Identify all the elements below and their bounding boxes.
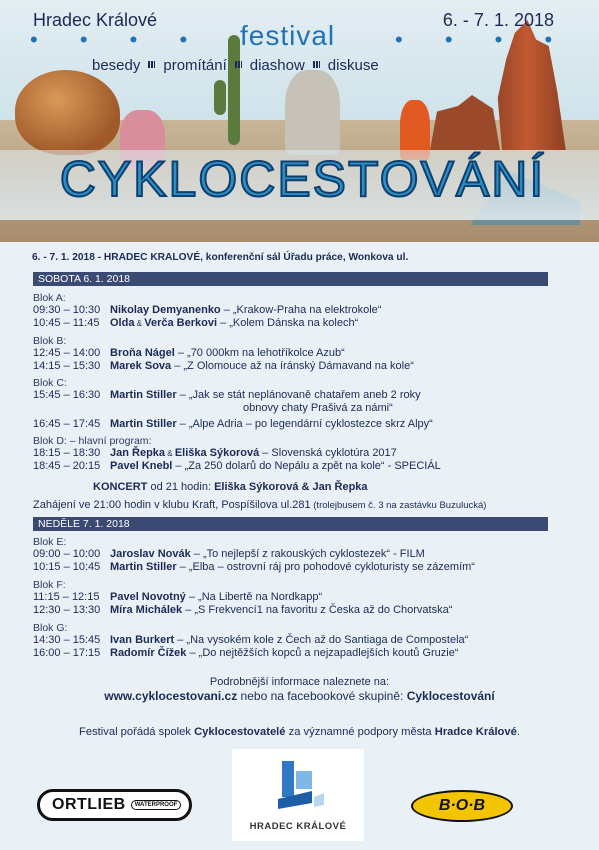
facebook-group-link[interactable]: Cyklocestování xyxy=(406,689,495,703)
row-speaker: Martin Stiller xyxy=(110,418,177,430)
block-c-label: Blok C: xyxy=(33,377,67,389)
row-time: 14:30 – 15:45 xyxy=(33,634,101,646)
day-heading-saturday: SOBOTA 6. 1. 2018 xyxy=(33,272,548,286)
program-row xyxy=(33,447,397,459)
concert-time: od 21 hodin: xyxy=(147,481,215,493)
ortlieb-logo xyxy=(37,789,192,821)
program-row xyxy=(33,460,441,472)
row-time: 09:00 – 10:00 xyxy=(33,548,101,560)
row-speaker: Pavel Novotný xyxy=(110,591,186,603)
ortlieb-name: ORTLIEB xyxy=(52,796,126,813)
row-title: – „Na Libertě na Nordkapp“ xyxy=(185,591,323,603)
subtitle-diskuse: diskuse xyxy=(327,57,379,74)
block-a-label: Blok A: xyxy=(33,292,66,304)
day-heading-sunday: NEDĚLE 7. 1. 2018 xyxy=(33,517,548,531)
row-title: – „Elba – ostrovní ráj pro pohodové cykloturisty se zázemím“ xyxy=(176,561,475,573)
row-amp: & xyxy=(165,449,175,458)
row-speaker-2: Verča Berkovi xyxy=(144,317,218,329)
festival-title: CYKLOCESTOVÁNÍ xyxy=(59,151,546,207)
program-row xyxy=(33,647,459,659)
block-d-label: Blok D: – hlavní program: xyxy=(33,435,152,447)
row-title: – „Za 250 dolarů do Nepálu a zpět na kole“ - SPECIÁL xyxy=(172,460,441,472)
row-time: 16:00 – 17:15 xyxy=(33,647,101,659)
row-time: 11:15 – 12:15 xyxy=(33,591,100,603)
row-speaker: Ivan Burkert xyxy=(110,634,175,646)
info-links xyxy=(0,689,599,703)
hradec-kralove-logo xyxy=(232,749,364,841)
concert-transport-note: (trolejbusem č. 3 na zastávku Buzulucká) xyxy=(310,500,487,511)
organizer-end: . xyxy=(516,726,520,738)
row-speaker: Pavel Knebl xyxy=(110,460,173,472)
festival-label: festival xyxy=(240,20,336,51)
program-row xyxy=(33,317,358,329)
concert-label: KONCERT xyxy=(93,481,148,493)
row-title: – „Jak se stát neplánovaně chatařem aneb 2 roky xyxy=(176,389,421,401)
row-time: 12:30 – 13:30 xyxy=(33,604,101,616)
hk-emblem-icon xyxy=(232,749,364,819)
block-b-label: Blok B: xyxy=(33,335,67,347)
program-row xyxy=(33,634,468,646)
row-speaker: Jaroslav Novák xyxy=(110,548,191,560)
cyclist-man-image xyxy=(285,70,340,155)
row-title: – „Alpe Adria – po legendární cyklostezce skrz Alpy“ xyxy=(176,418,433,430)
concert-venue: Zahájení ve 21:00 hodin v klubu Kraft, Pospíšilova ul.281 xyxy=(33,499,311,511)
header-city: Hradec Králové xyxy=(33,10,158,30)
block-g-label: Blok G: xyxy=(33,622,68,634)
header-dates: 6. - 7. 1. 2018 xyxy=(442,10,554,30)
row-speaker: Marek Sova xyxy=(110,360,172,372)
row-speaker: Jan Řepka xyxy=(110,447,166,459)
program-row xyxy=(33,548,425,560)
dots-decoration-left: • • • • xyxy=(30,27,206,52)
row-title: – Slovenská cyklotúra 2017 xyxy=(259,447,397,459)
program-row xyxy=(33,561,475,573)
row-time: 16:45 – 17:45 xyxy=(33,418,101,430)
concert-artists: Eliška Sýkorová & Jan Řepka xyxy=(214,481,368,493)
row-title: – „Do nejtěžších kopců a nejzapadlejších koutů Gruzie“ xyxy=(186,647,459,659)
program-row xyxy=(33,347,345,359)
row-time: 14:15 – 15:30 xyxy=(33,360,101,372)
info-middle: nebo na facebookové skupině: xyxy=(237,689,407,703)
program-row xyxy=(33,360,414,372)
row-title: – „S Frekvencí1 na favoritu z Česka až do Chorvatska“ xyxy=(182,604,453,616)
program-row xyxy=(33,591,322,603)
concert-line xyxy=(93,481,368,493)
row-title: – „To nejlepší z rakouských cyklostezek“ - FILM xyxy=(190,548,425,560)
program-row xyxy=(33,304,381,316)
organizer-club: Cyklocestovatelé xyxy=(194,726,286,738)
row-title: – „Krakow-Praha na elektrokole“ xyxy=(220,304,382,316)
separator-icon xyxy=(148,61,155,68)
row-time: 15:45 – 16:30 xyxy=(33,389,101,401)
row-speaker: Martin Stiller xyxy=(110,561,177,573)
organizer-city: Hradce Králové xyxy=(434,726,517,738)
subtitle-promitani: promítání xyxy=(163,57,227,74)
row-time: 10:45 – 11:45 xyxy=(33,317,100,329)
separator-icon xyxy=(313,61,320,68)
row-speaker-2: Eliška Sýkorová xyxy=(174,447,260,459)
program-row xyxy=(33,389,421,401)
row-time: 10:15 – 10:45 xyxy=(33,561,101,573)
festival-subtitles xyxy=(92,57,379,74)
row-time: 09:30 – 10:30 xyxy=(33,304,101,316)
organizer-pre: Festival pořádá spolek xyxy=(79,726,195,738)
organizer-line xyxy=(0,726,599,738)
separator-icon xyxy=(235,61,242,68)
row-title: – „Na vysokém kole z Čech až do Santiaga de Compostela“ xyxy=(174,634,469,646)
program-row-continued: obnovy chaty Prašivá za námi“ xyxy=(243,402,393,414)
program-row xyxy=(33,604,452,616)
boulder-image xyxy=(15,70,120,155)
row-title: – „70 000km na lehotříkolce Azub“ xyxy=(174,347,345,359)
row-title: – „Kolem Dánska na kolech“ xyxy=(217,317,359,329)
row-time: 12:45 – 14:00 xyxy=(33,347,101,359)
block-e-label: Blok E: xyxy=(33,536,67,548)
ortlieb-tag: WATERPROOF xyxy=(131,800,182,810)
row-speaker: Martin Stiller xyxy=(110,389,177,401)
row-speaker: Olda xyxy=(110,317,135,329)
row-speaker: Broňa Nágel xyxy=(110,347,175,359)
row-time: 18:45 – 20:15 xyxy=(33,460,101,472)
subtitle-diashow: diashow xyxy=(249,57,305,74)
row-time: 18:15 – 18:30 xyxy=(33,447,101,459)
row-speaker: Míra Michálek xyxy=(110,604,183,616)
venue-line: 6. - 7. 1. 2018 - HRADEC KRALOVÉ, konferenční sál Úřadu práce, Wonkova ul. xyxy=(32,252,409,263)
block-f-label: Blok F: xyxy=(33,579,66,591)
cactus-image xyxy=(228,35,240,145)
bob-logo: B·O·B xyxy=(411,790,513,822)
hk-label: HRADEC KRÁLOVÉ xyxy=(249,821,347,832)
website-link[interactable]: www.cyklocestovani.cz xyxy=(104,689,238,703)
organizer-mid: za významné podpory města xyxy=(285,726,435,738)
row-speaker: Nikolay Demyanenko xyxy=(110,304,221,316)
cactus-arm-image xyxy=(214,80,226,115)
program-row xyxy=(33,418,433,430)
info-intro: Podrobnější informace naleznete na: xyxy=(209,676,390,688)
row-amp: & xyxy=(134,319,145,328)
row-title: – „Z Olomouce až na íránský Dámavand na kole“ xyxy=(171,360,414,372)
row-speaker: Radomír Čížek xyxy=(110,647,187,659)
dots-decoration-right: • • • • xyxy=(395,27,571,52)
concert-venue-line xyxy=(33,499,486,511)
festival-banner xyxy=(0,0,599,242)
subtitle-besedy: besedy xyxy=(92,57,141,74)
